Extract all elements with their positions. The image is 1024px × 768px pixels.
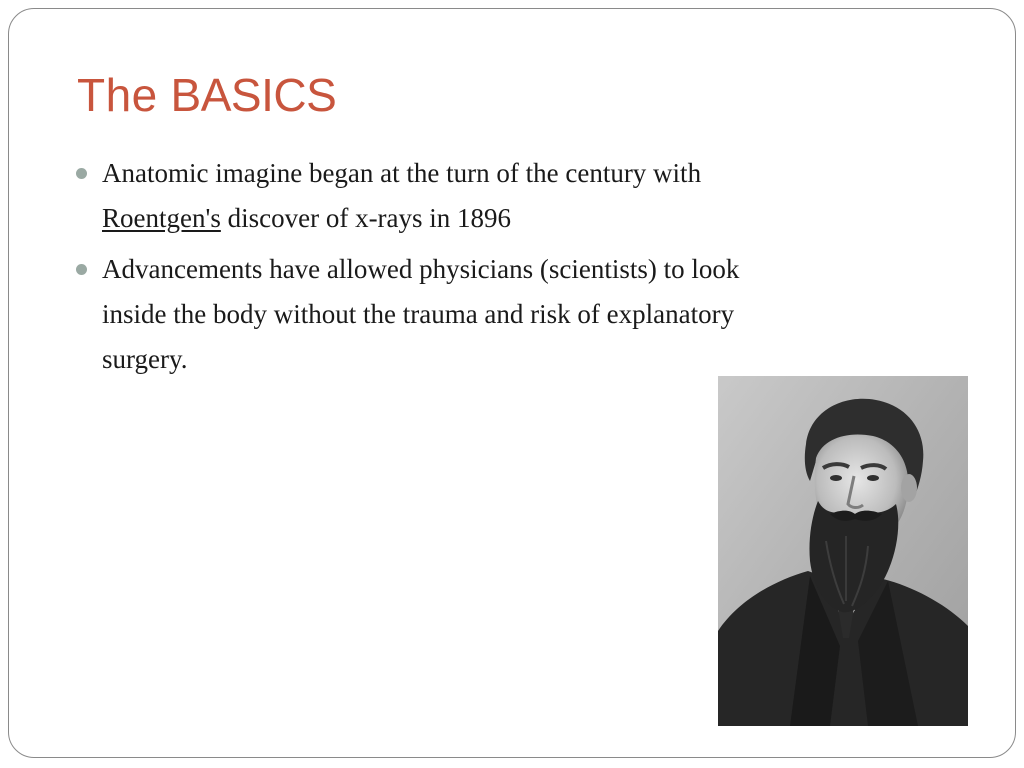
bullet-2-text: Advancements have allowed physicians (scientists) to look inside the body without the trauma and risk of explanatory surgery. — [102, 254, 740, 374]
bullet-item-1 — [73, 151, 702, 241]
bullet-item-2 — [73, 247, 768, 382]
slide — [8, 8, 1016, 758]
bullet-dot-icon — [76, 168, 87, 179]
bullet-1-text-end: discover of x-rays in 1896 — [220, 203, 512, 233]
bullet-list — [73, 151, 773, 388]
roentgen-link[interactable]: Roentgen's — [102, 203, 221, 233]
portrait-image — [718, 376, 968, 726]
portrait-photo — [718, 376, 968, 726]
bullet-dot-icon — [76, 264, 87, 275]
bullet-1-text-start: Anatomic imagine began at the turn of the century with — [102, 158, 702, 188]
slide-title — [77, 67, 336, 123]
title-the: The — [77, 69, 158, 121]
title-basics: BASICS — [170, 69, 337, 121]
